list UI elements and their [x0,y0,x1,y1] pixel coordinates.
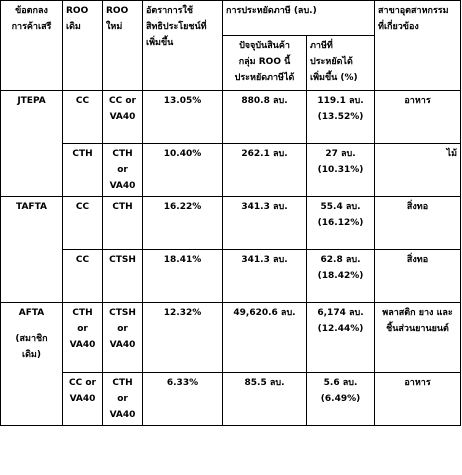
roo-new-cell: CTH or VA40 [103,144,143,197]
table-row [1,144,461,197]
current-savings-cell: 341.3 ลบ. [223,250,307,303]
roo-old-cell: CC or VA40 [63,373,103,426]
roo-new-cell: CC or VA40 [103,91,143,144]
agreement-cell-jtepa: JTEPA [1,91,63,197]
industry-cell: อาหาร [375,373,461,426]
utilization-rate-cell: 16.22% [143,197,223,250]
roo-old-cell: CC [63,250,103,303]
utilization-rate-cell: 6.33% [143,373,223,426]
utilization-rate-cell: 18.41% [143,250,223,303]
table-row [1,303,461,373]
utilization-rate-cell: 12.32% [143,303,223,373]
header-additional-savings: ภาษีที่ ประหยัดได้ เพิ่มขึ้น (%) [307,36,375,91]
utilization-rate-cell: 13.05% [143,91,223,144]
current-savings-cell: 262.1 ลบ. [223,144,307,197]
header-utilization-rate: อัตราการใช้ สิทธิประโยชน์ที่ เพิ่มขึ้น [143,1,223,91]
current-savings-cell: 85.5 ลบ. [223,373,307,426]
header-roo-new: ROO ใหม่ [103,1,143,91]
current-savings-cell: 341.3 ลบ. [223,197,307,250]
roo-new-cell: CTSH [103,250,143,303]
agreement-cell-tafta: TAFTA [1,197,63,303]
agreement-note: (สมาชิก เดิม) [15,334,48,360]
current-savings-cell: 880.8 ลบ. [223,91,307,144]
additional-savings-cell: 6,174 ลบ. (12.44%) [307,303,375,373]
header-industry: สาขาอุตสาหกรรม ที่เกี่ยวข้อง [375,1,461,91]
agreement-cell-afta: AFTA (สมาชิก เดิม) [1,303,63,426]
table-row [1,91,461,144]
header-agreement: ข้อตกลง การค้าเสรี [1,1,63,91]
additional-savings-cell: 55.4 ลบ. (16.12%) [307,197,375,250]
current-savings-cell: 49,620.6 ลบ. [223,303,307,373]
additional-savings-cell: 5.6 ลบ. (6.49%) [307,373,375,426]
table-row [1,250,461,303]
industry-cell: สิ่งทอ [375,250,461,303]
industry-cell: พลาสติก ยาง และ ชิ้นส่วนยานยนต์ [375,303,461,373]
industry-cell: สิ่งทอ [375,197,461,250]
utilization-rate-cell: 10.40% [143,144,223,197]
roo-new-cell: CTH or VA40 [103,373,143,426]
header-roo-old: ROO เดิม [63,1,103,91]
header-current-savings: ปัจจุบันสินค้า กลุ่ม ROO นี้ ประหยัดภาษีได้ [223,36,307,91]
roo-old-cell: CTH [63,144,103,197]
additional-savings-cell: 62.8 ลบ. (18.42%) [307,250,375,303]
roo-new-cell: CTSH or VA40 [103,303,143,373]
table-row [1,197,461,250]
header-row-1 [1,1,461,36]
additional-savings-cell: 27 ลบ. (10.31%) [307,144,375,197]
roo-old-cell: CC [63,91,103,144]
industry-cell: อาหาร [375,91,461,144]
roo-old-cell: CC [63,197,103,250]
industry-cell: ไม้ [375,144,461,197]
roo-new-cell: CTH [103,197,143,250]
header-tax-savings: การประหยัดภาษี (ลบ.) [223,1,375,36]
table-row [1,373,461,426]
roo-old-cell: CTH or VA40 [63,303,103,373]
additional-savings-cell: 119.1 ลบ. (13.52%) [307,91,375,144]
